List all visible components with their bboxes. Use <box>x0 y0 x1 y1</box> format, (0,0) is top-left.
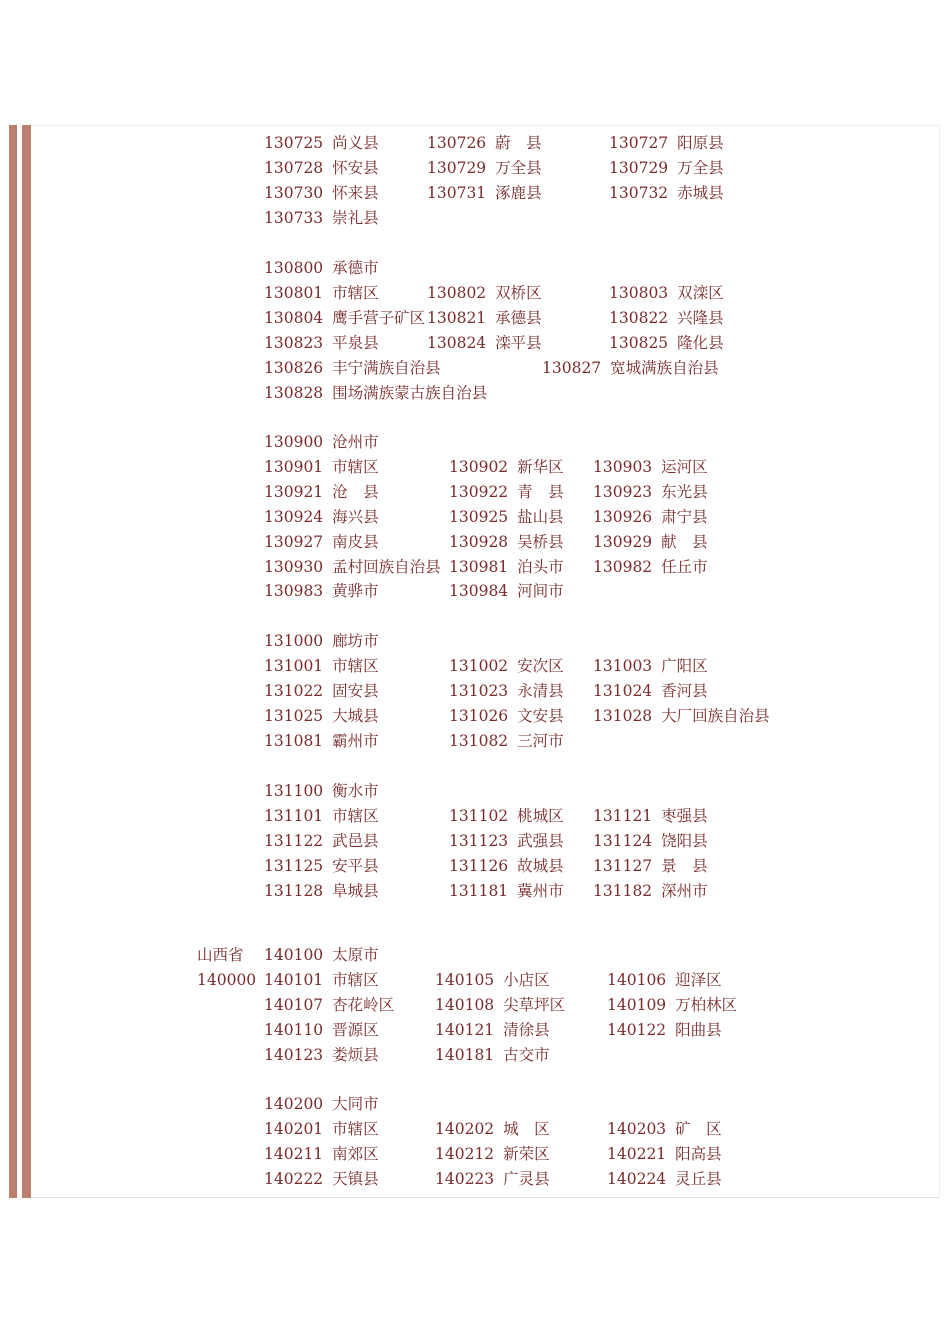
region-code: 130903 <box>593 457 653 476</box>
region-name: 东光县 <box>661 482 708 501</box>
region-name: 杏花岭区 <box>332 995 395 1014</box>
region-entry <box>264 706 379 726</box>
region-entry <box>435 970 550 990</box>
region-code: 140221 <box>607 1144 667 1163</box>
region-code: 131122 <box>264 831 324 850</box>
region-entry <box>435 1144 550 1164</box>
region-entry <box>607 995 737 1015</box>
region-code: 130804 <box>264 308 324 327</box>
region-entry <box>607 1119 722 1139</box>
region-name: 冀州市 <box>517 881 564 900</box>
region-entry <box>609 133 724 153</box>
region-entry <box>609 183 724 203</box>
region-entry <box>449 656 564 676</box>
region-name: 宽城满族自治县 <box>610 358 719 377</box>
region-entry <box>264 656 379 676</box>
region-entry <box>264 631 379 651</box>
region-code: 140109 <box>607 995 667 1014</box>
region-name: 怀安县 <box>332 158 379 177</box>
region-code: 130924 <box>264 507 324 526</box>
region-entry <box>607 970 722 990</box>
region-name: 灵丘县 <box>675 1169 722 1188</box>
region-entry <box>435 1119 550 1139</box>
region-code: 140121 <box>435 1020 495 1039</box>
region-entry <box>593 856 708 876</box>
region-code: 130801 <box>264 283 324 302</box>
region-name: 青 县 <box>517 482 564 501</box>
region-entry <box>264 258 379 278</box>
region-code: 131101 <box>264 806 324 825</box>
region-entry <box>264 945 379 965</box>
region-code: 140223 <box>435 1169 495 1188</box>
region-entry <box>435 1169 550 1189</box>
region-name: 吴桥县 <box>517 532 564 551</box>
region-name: 市辖区 <box>332 656 379 675</box>
region-name: 万全县 <box>677 158 724 177</box>
region-name: 双桥区 <box>495 283 542 302</box>
region-entry <box>264 432 379 452</box>
region-code: 131003 <box>593 656 653 675</box>
region-name: 故城县 <box>517 856 564 875</box>
region-code: 130733 <box>264 208 324 227</box>
region-entry <box>264 383 487 403</box>
region-name: 娄烦县 <box>332 1045 379 1064</box>
region-entry <box>264 1045 379 1065</box>
region-code: 130902 <box>449 457 509 476</box>
region-entry <box>264 831 379 851</box>
region-name: 文安县 <box>517 706 564 725</box>
region-entry <box>449 457 564 477</box>
region-entry <box>264 333 379 353</box>
region-name: 兴隆县 <box>677 308 724 327</box>
region-name: 阳原县 <box>677 134 724 152</box>
region-name: 广灵县 <box>503 1169 550 1188</box>
region-entry <box>609 158 724 178</box>
region-name: 任丘市 <box>661 557 708 576</box>
region-code: 130901 <box>264 457 324 476</box>
region-name: 枣强县 <box>661 806 708 825</box>
region-code: 130926 <box>593 507 653 526</box>
region-name: 市辖区 <box>332 1119 379 1138</box>
region-entry <box>449 557 564 577</box>
region-name: 安平县 <box>332 856 379 875</box>
region-name: 市辖区 <box>332 970 379 989</box>
region-code: 130930 <box>264 557 324 576</box>
region-code: 131121 <box>593 806 653 825</box>
region-code: 131126 <box>449 856 509 875</box>
region-entry <box>449 831 564 851</box>
region-code: 130821 <box>427 308 487 327</box>
region-entry <box>264 133 379 153</box>
region-code: 130824 <box>427 333 487 352</box>
region-code: 130727 <box>609 134 669 152</box>
region-code: 140108 <box>435 995 495 1014</box>
region-entry <box>593 532 708 552</box>
region-name: 泊头市 <box>517 557 564 576</box>
region-name: 滦平县 <box>495 333 542 352</box>
region-entry <box>264 358 441 378</box>
region-code: 140211 <box>264 1144 324 1163</box>
region-entry <box>427 333 542 353</box>
region-code: 131023 <box>449 681 509 700</box>
region-name: 怀来县 <box>332 183 379 202</box>
region-code: 130730 <box>264 183 324 202</box>
region-name: 河间市 <box>517 582 564 601</box>
region-code: 131024 <box>593 681 653 700</box>
region-code: 130929 <box>593 532 653 551</box>
region-code: 140110 <box>264 1020 324 1039</box>
region-entry <box>427 133 542 153</box>
region-code: 130732 <box>609 183 669 202</box>
region-code: 140101 <box>264 970 324 989</box>
region-name: 尖草坪区 <box>503 995 566 1014</box>
region-code: 130827 <box>542 358 602 377</box>
region-name: 盐山县 <box>517 507 564 526</box>
region-entry <box>264 781 379 801</box>
region-entry <box>593 482 708 502</box>
region-name: 桃城区 <box>517 806 564 825</box>
region-name: 清徐县 <box>503 1020 550 1039</box>
region-entry <box>264 1094 379 1114</box>
region-code: 130900 <box>264 433 324 451</box>
region-name: 武强县 <box>517 831 564 850</box>
region-code: 140181 <box>435 1045 495 1064</box>
region-name: 肃宁县 <box>661 507 708 526</box>
region-code: 131123 <box>449 831 509 850</box>
region-entry <box>427 283 542 303</box>
province-name: 山西省 <box>197 946 244 964</box>
region-entry <box>264 1144 379 1164</box>
region-name: 赤城县 <box>677 183 724 202</box>
region-code: 140203 <box>607 1119 667 1138</box>
region-code: 130928 <box>449 532 509 551</box>
region-name: 运河区 <box>661 457 708 476</box>
region-name: 廊坊市 <box>332 632 379 650</box>
region-code: 130731 <box>427 183 487 202</box>
region-code: 131082 <box>449 731 509 750</box>
region-entry <box>264 970 379 990</box>
region-entry <box>264 806 379 826</box>
region-code: 131026 <box>449 706 509 725</box>
region-entry <box>542 358 719 378</box>
region-code: 130726 <box>427 134 487 152</box>
region-code: 130981 <box>449 557 509 576</box>
region-name: 承德市 <box>332 259 379 277</box>
region-code: 140202 <box>435 1119 495 1138</box>
region-entry <box>264 482 379 502</box>
region-code: 131028 <box>593 706 653 725</box>
region-code: 131125 <box>264 856 324 875</box>
region-name: 沧 县 <box>332 482 379 501</box>
region-entry <box>264 1169 379 1189</box>
region-entry <box>449 806 564 826</box>
region-name: 尚义县 <box>332 134 379 152</box>
region-name: 黄骅市 <box>332 582 379 601</box>
region-code: 131081 <box>264 731 324 750</box>
region-code: 140100 <box>264 946 324 964</box>
region-name: 阳曲县 <box>675 1020 722 1039</box>
region-entry <box>593 681 708 701</box>
region-name: 霸州市 <box>332 731 379 750</box>
region-entry <box>609 308 724 328</box>
region-name: 香河县 <box>661 681 708 700</box>
region-entry <box>427 183 542 203</box>
region-code: 131002 <box>449 656 509 675</box>
region-code: 140212 <box>435 1144 495 1163</box>
region-code: 131000 <box>264 632 324 650</box>
region-name: 万柏林区 <box>675 995 738 1014</box>
region-code: 131128 <box>264 881 324 900</box>
region-code: 131127 <box>593 856 653 875</box>
region-entry <box>449 681 564 701</box>
region-name: 天镇县 <box>332 1169 379 1188</box>
region-entry <box>427 308 542 328</box>
region-code: 130803 <box>609 283 669 302</box>
region-entry <box>427 158 542 178</box>
region-entry <box>435 995 565 1015</box>
region-code: 140224 <box>607 1169 667 1188</box>
region-entry <box>607 1144 722 1164</box>
region-entry <box>449 881 564 901</box>
region-name: 双滦区 <box>677 283 724 302</box>
region-code: 140200 <box>264 1095 324 1113</box>
region-code: 130921 <box>264 482 324 501</box>
region-name: 大同市 <box>332 1095 379 1113</box>
region-name: 沧州市 <box>332 433 379 451</box>
region-name: 永清县 <box>517 681 564 700</box>
region-name: 晋源区 <box>332 1020 379 1039</box>
region-name: 隆化县 <box>677 333 724 352</box>
region-entry <box>593 706 770 726</box>
region-name: 太原市 <box>332 946 379 964</box>
region-entry <box>449 856 564 876</box>
region-entry <box>264 1020 379 1040</box>
region-code: 130828 <box>264 383 324 402</box>
region-name: 市辖区 <box>332 283 379 302</box>
region-name: 小店区 <box>503 970 550 989</box>
region-entry <box>264 731 379 751</box>
region-name: 新荣区 <box>503 1144 550 1163</box>
region-entry <box>435 1020 550 1040</box>
region-entry <box>609 333 724 353</box>
region-code: 131022 <box>264 681 324 700</box>
region-code: 140123 <box>264 1045 324 1064</box>
region-name: 古交市 <box>503 1045 550 1064</box>
region-entry <box>449 581 564 601</box>
region-name: 矿 区 <box>675 1119 722 1138</box>
region-name: 衡水市 <box>332 782 379 800</box>
region-name: 阳高县 <box>675 1144 722 1163</box>
region-code: 131100 <box>264 782 324 800</box>
region-name: 万全县 <box>495 158 542 177</box>
region-entry <box>593 881 708 901</box>
region-entry <box>264 507 379 527</box>
region-code: 130725 <box>264 134 324 152</box>
region-code: 130983 <box>264 582 324 601</box>
region-name: 城 区 <box>503 1119 550 1138</box>
region-code: 140122 <box>607 1020 667 1039</box>
region-entry <box>449 731 564 751</box>
region-entry <box>264 158 379 178</box>
region-entry <box>435 1045 550 1065</box>
region-name: 景 县 <box>661 856 708 875</box>
region-code: 131025 <box>264 706 324 725</box>
region-entry <box>607 1020 722 1040</box>
region-entry <box>264 856 379 876</box>
region-name: 安次区 <box>517 656 564 675</box>
region-entry <box>593 507 708 527</box>
region-entry <box>264 283 379 303</box>
region-code: 140107 <box>264 995 324 1014</box>
region-name: 固安县 <box>332 681 379 700</box>
region-name: 武邑县 <box>332 831 379 850</box>
region-code: 130927 <box>264 532 324 551</box>
region-code: 140201 <box>264 1119 324 1138</box>
region-code: 130826 <box>264 358 324 377</box>
region-code: 140222 <box>264 1169 324 1188</box>
region-code: 130982 <box>593 557 653 576</box>
region-entry <box>593 831 708 851</box>
region-name: 崇礼县 <box>332 208 379 227</box>
region-entry <box>264 557 441 577</box>
region-entry <box>264 208 379 228</box>
region-code: 130802 <box>427 283 487 302</box>
region-name: 饶阳县 <box>661 831 708 850</box>
region-entry <box>264 681 379 701</box>
region-name: 南郊区 <box>332 1144 379 1163</box>
region-name: 涿鹿县 <box>495 183 542 202</box>
region-code: 130825 <box>609 333 669 352</box>
region-entry <box>449 532 564 552</box>
region-entry <box>264 308 425 328</box>
region-code: 131182 <box>593 881 653 900</box>
region-name: 鹰手营子矿区 <box>332 308 426 327</box>
region-entry <box>609 283 724 303</box>
region-name: 大城县 <box>332 706 379 725</box>
region-code: 130800 <box>264 259 324 277</box>
region-name: 市辖区 <box>332 806 379 825</box>
region-entry <box>264 995 394 1015</box>
region-code: 130823 <box>264 333 324 352</box>
region-entry <box>264 1119 379 1139</box>
province-code: 140000 <box>197 971 257 989</box>
region-name: 迎泽区 <box>675 970 722 989</box>
region-code: 140106 <box>607 970 667 989</box>
region-name: 蔚 县 <box>495 134 542 152</box>
region-entry <box>264 581 379 601</box>
region-name: 围场满族蒙古族自治县 <box>332 383 488 402</box>
region-name: 深州市 <box>661 881 708 900</box>
region-entry <box>264 183 379 203</box>
region-entry <box>449 482 564 502</box>
region-name: 承德县 <box>495 308 542 327</box>
region-entry <box>593 457 708 477</box>
region-name: 大厂回族自治县 <box>661 706 770 725</box>
region-entry <box>593 656 708 676</box>
region-name: 献 县 <box>661 532 708 551</box>
region-name: 三河市 <box>517 731 564 750</box>
region-entry <box>449 706 564 726</box>
region-code: 140105 <box>435 970 495 989</box>
region-entry <box>607 1169 722 1189</box>
region-code: 130729 <box>609 158 669 177</box>
region-entry <box>264 532 379 552</box>
region-code: 131181 <box>449 881 509 900</box>
region-name: 海兴县 <box>332 507 379 526</box>
region-name: 丰宁满族自治县 <box>332 358 441 377</box>
region-code: 130984 <box>449 582 509 601</box>
region-name: 广阳区 <box>661 656 708 675</box>
region-name: 新华区 <box>517 457 564 476</box>
region-code: 131124 <box>593 831 653 850</box>
region-name: 市辖区 <box>332 457 379 476</box>
region-name: 孟村回族自治县 <box>332 557 441 576</box>
region-code: 130729 <box>427 158 487 177</box>
region-code: 130728 <box>264 158 324 177</box>
region-code: 130923 <box>593 482 653 501</box>
region-code: 130822 <box>609 308 669 327</box>
region-name: 平泉县 <box>332 333 379 352</box>
region-entry <box>264 881 379 901</box>
region-code: 131001 <box>264 656 324 675</box>
region-entry <box>593 557 708 577</box>
region-entry <box>449 507 564 527</box>
region-code: 130925 <box>449 507 509 526</box>
region-code: 131102 <box>449 806 509 825</box>
region-entry <box>593 806 708 826</box>
region-name: 阜城县 <box>332 881 379 900</box>
region-name: 南皮县 <box>332 532 379 551</box>
region-entry <box>264 457 379 477</box>
region-code: 130922 <box>449 482 509 501</box>
